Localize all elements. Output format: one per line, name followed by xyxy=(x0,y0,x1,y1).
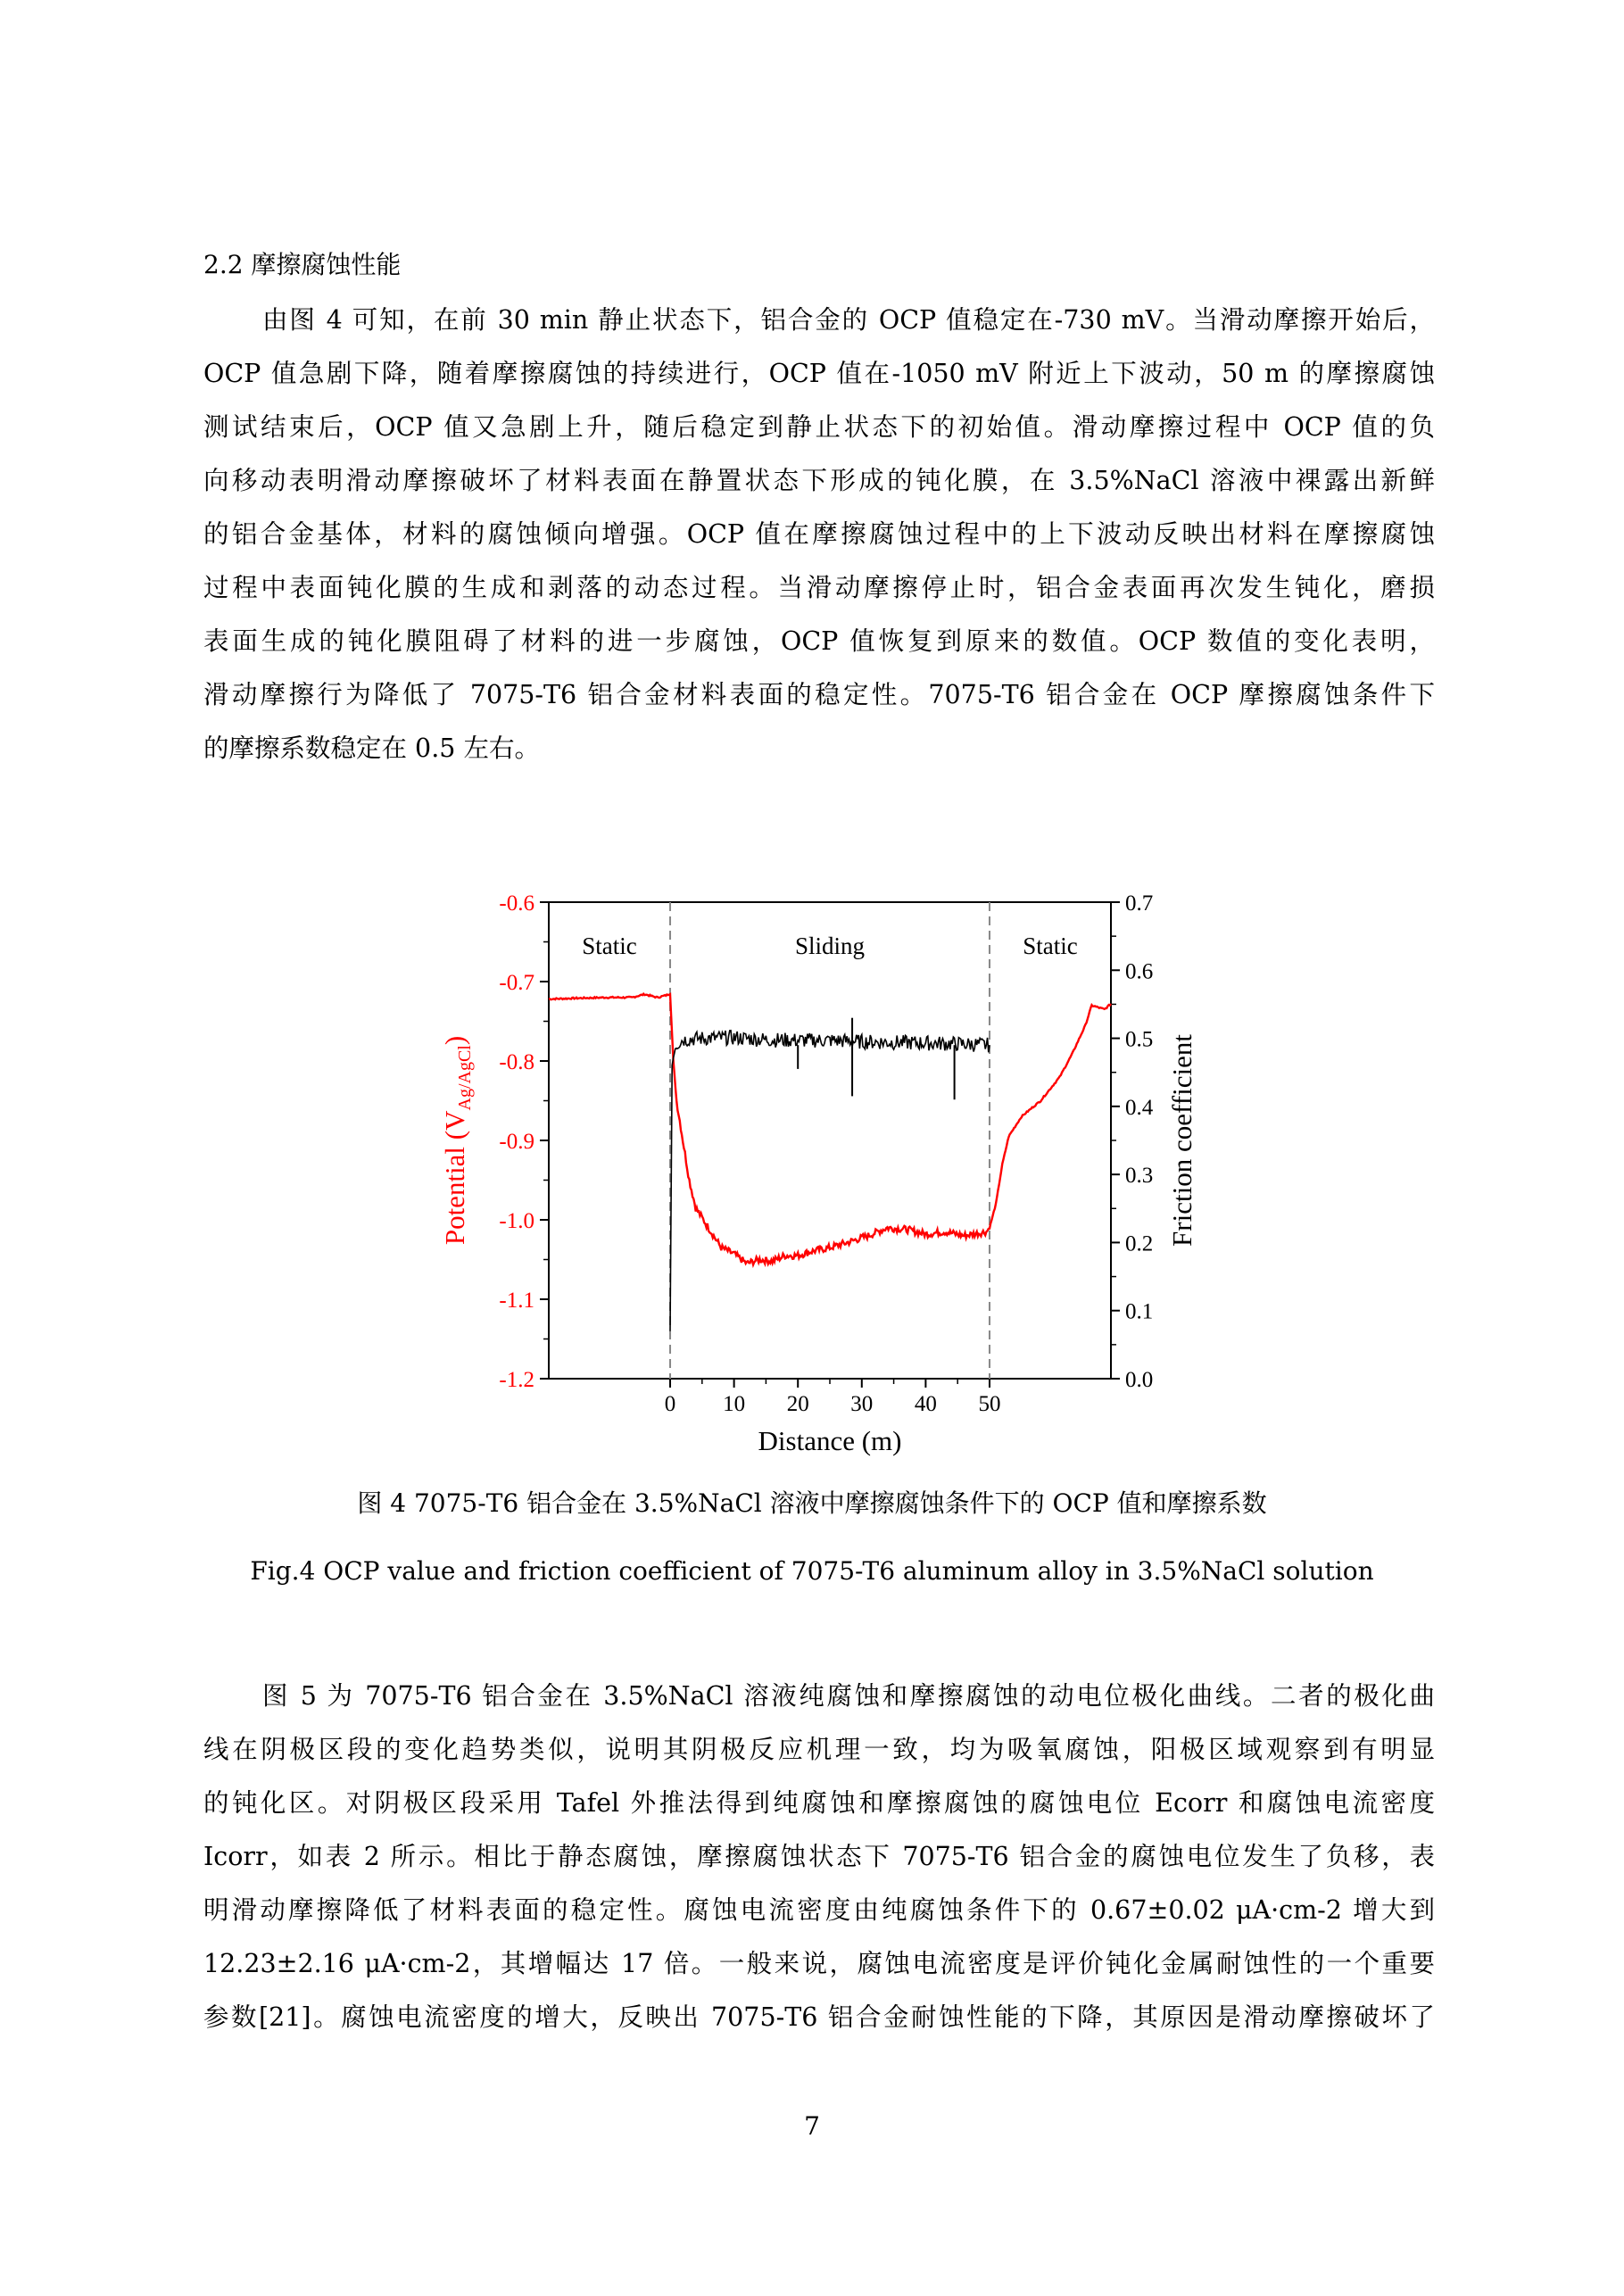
left-axis-tick-label: -0.6 xyxy=(499,891,534,916)
left-axis-title-close: ) xyxy=(439,1035,470,1046)
paragraph-line: 的钝化区。对阴极区段采用 Tafel 外推法得到纯腐蚀和摩擦腐蚀的腐蚀电位 Ecorr 和腐蚀电流密度 xyxy=(203,1788,1435,1818)
x-axis-tick-label: 30 xyxy=(850,1392,874,1416)
paragraph-line: 的摩擦系数稳定在 0.5 左右。 xyxy=(203,734,540,763)
left-axis-tick-label: -0.8 xyxy=(499,1050,534,1074)
ocp-friction-chart xyxy=(419,879,1205,1468)
paragraph-line: 12.23±2.16 μA·cm-2，其增幅达 17 倍。一般来说，腐蚀电流密度是评价钝化金属耐蚀性的一个重要 xyxy=(203,1949,1435,1978)
right-axis-title: Friction coefficient xyxy=(1166,1034,1197,1247)
plot-frame xyxy=(549,902,1111,1379)
paragraph-line: 线在阴极区段的变化趋势类似，说明其阴极反应机理一致，均为吸氧腐蚀，阳极区域观察到有明显 xyxy=(203,1735,1435,1764)
left-axis-title-subscript: Ag/AgCl xyxy=(455,1045,475,1111)
x-axis-title: Distance (m) xyxy=(758,1425,902,1456)
paragraph-line: 滑动摩擦行为降低了 7075-T6 铝合金材料表面的稳定性。7075-T6 铝合金在 OCP 摩擦腐蚀条件下 xyxy=(203,680,1435,709)
paragraph-line: 图 5 为 7075-T6 铝合金在 3.5%NaCl 溶液纯腐蚀和摩擦腐蚀的动电位极化曲线。二者的极化曲 xyxy=(262,1681,1435,1711)
figure-caption-en: Fig.4 OCP value and friction coefficient of 7075-T6 aluminum alloy in 3.5%NaCl solution xyxy=(250,1556,1374,1586)
potential-series-line xyxy=(549,994,1111,1265)
left-axis-tick-label: -0.7 xyxy=(499,971,534,995)
page-number: 7 xyxy=(804,2111,820,2141)
paragraph-line: 表面生成的钝化膜阻碍了材料的进一步腐蚀，OCP 值恢复到原来的数值。OCP 数值的变化表明， xyxy=(203,626,1435,656)
left-axis-tick-label: -0.9 xyxy=(499,1130,534,1154)
paragraph-line: 过程中表面钝化膜的生成和剥落的动态过程。当滑动摩擦停止时，铝合金表面再次发生钝化，磨损 xyxy=(203,573,1435,602)
x-axis-tick-label: 0 xyxy=(664,1392,676,1416)
region-label: Static xyxy=(1023,932,1078,959)
paragraph-line: 测试结束后，OCP 值又急剧上升，随后稳定到静止状态下的初始值。滑动摩擦过程中 OCP 值的负 xyxy=(203,412,1435,442)
section-heading: 2.2 摩擦腐蚀性能 xyxy=(203,250,402,279)
right-axis-tick-label: 0.7 xyxy=(1125,891,1154,916)
friction-series-line xyxy=(670,1031,990,1331)
x-axis-tick-label: 10 xyxy=(723,1392,746,1416)
x-axis-tick-label: 20 xyxy=(786,1392,809,1416)
left-axis-title xyxy=(439,1036,475,1245)
left-axis-title-main: Potential (V xyxy=(439,1110,470,1246)
right-axis-tick-label: 0.4 xyxy=(1125,1095,1154,1120)
paragraph-line: 明滑动摩擦降低了材料表面的稳定性。腐蚀电流密度由纯腐蚀条件下的 0.67±0.02 μA·cm-2 增大到 xyxy=(203,1895,1435,1925)
paragraph-line: 向移动表明滑动摩擦破坏了材料表面在静置状态下形成的钝化膜，在 3.5%NaCl 溶液中裸露出新鲜 xyxy=(203,466,1435,495)
x-axis-tick-label: 50 xyxy=(978,1392,1001,1416)
region-label: Sliding xyxy=(794,932,866,959)
right-axis-tick-label: 0.5 xyxy=(1125,1027,1154,1052)
figure-caption-cn: 图 4 7075-T6 铝合金在 3.5%NaCl 溶液中摩擦腐蚀条件下的 OCP 值和摩擦系数 xyxy=(357,1488,1267,1518)
paragraph-line: Icorr，如表 2 所示。相比于静态腐蚀，摩擦腐蚀状态下 7075-T6 铝合金的腐蚀电位发生了负移，表 xyxy=(203,1842,1435,1871)
left-axis-tick-label: -1.0 xyxy=(499,1209,534,1233)
paragraph-line: OCP 值急剧下降，随着摩擦腐蚀的持续进行，OCP 值在-1050 mV 附近上下波动，50 m 的摩擦腐蚀 xyxy=(203,359,1435,388)
paragraph-line: 参数[21]。腐蚀电流密度的增大，反映出 7075-T6 铝合金耐蚀性能的下降，其原因是滑动摩擦破坏了 xyxy=(203,2002,1435,2032)
paragraph-line: 由图 4 可知，在前 30 min 静止状态下，铝合金的 OCP 值稳定在-730 mV。当滑动摩擦开始后， xyxy=(262,305,1435,335)
right-axis-tick-label: 0.1 xyxy=(1125,1299,1154,1324)
left-axis-tick-label: -1.1 xyxy=(499,1289,534,1313)
region-label: Static xyxy=(582,932,637,959)
right-axis-tick-label: 0.3 xyxy=(1125,1164,1154,1189)
right-axis-tick-label: 0.6 xyxy=(1125,959,1154,984)
right-axis-tick-label: 0.0 xyxy=(1125,1368,1154,1392)
paragraph-line: 的铝合金基体，材料的腐蚀倾向增强。OCP 值在摩擦腐蚀过程中的上下波动反映出材料在摩擦腐蚀 xyxy=(203,519,1435,549)
right-axis-tick-label: 0.2 xyxy=(1125,1231,1154,1256)
x-axis-tick-label: 40 xyxy=(914,1392,937,1416)
left-axis-tick-label: -1.2 xyxy=(499,1368,534,1392)
